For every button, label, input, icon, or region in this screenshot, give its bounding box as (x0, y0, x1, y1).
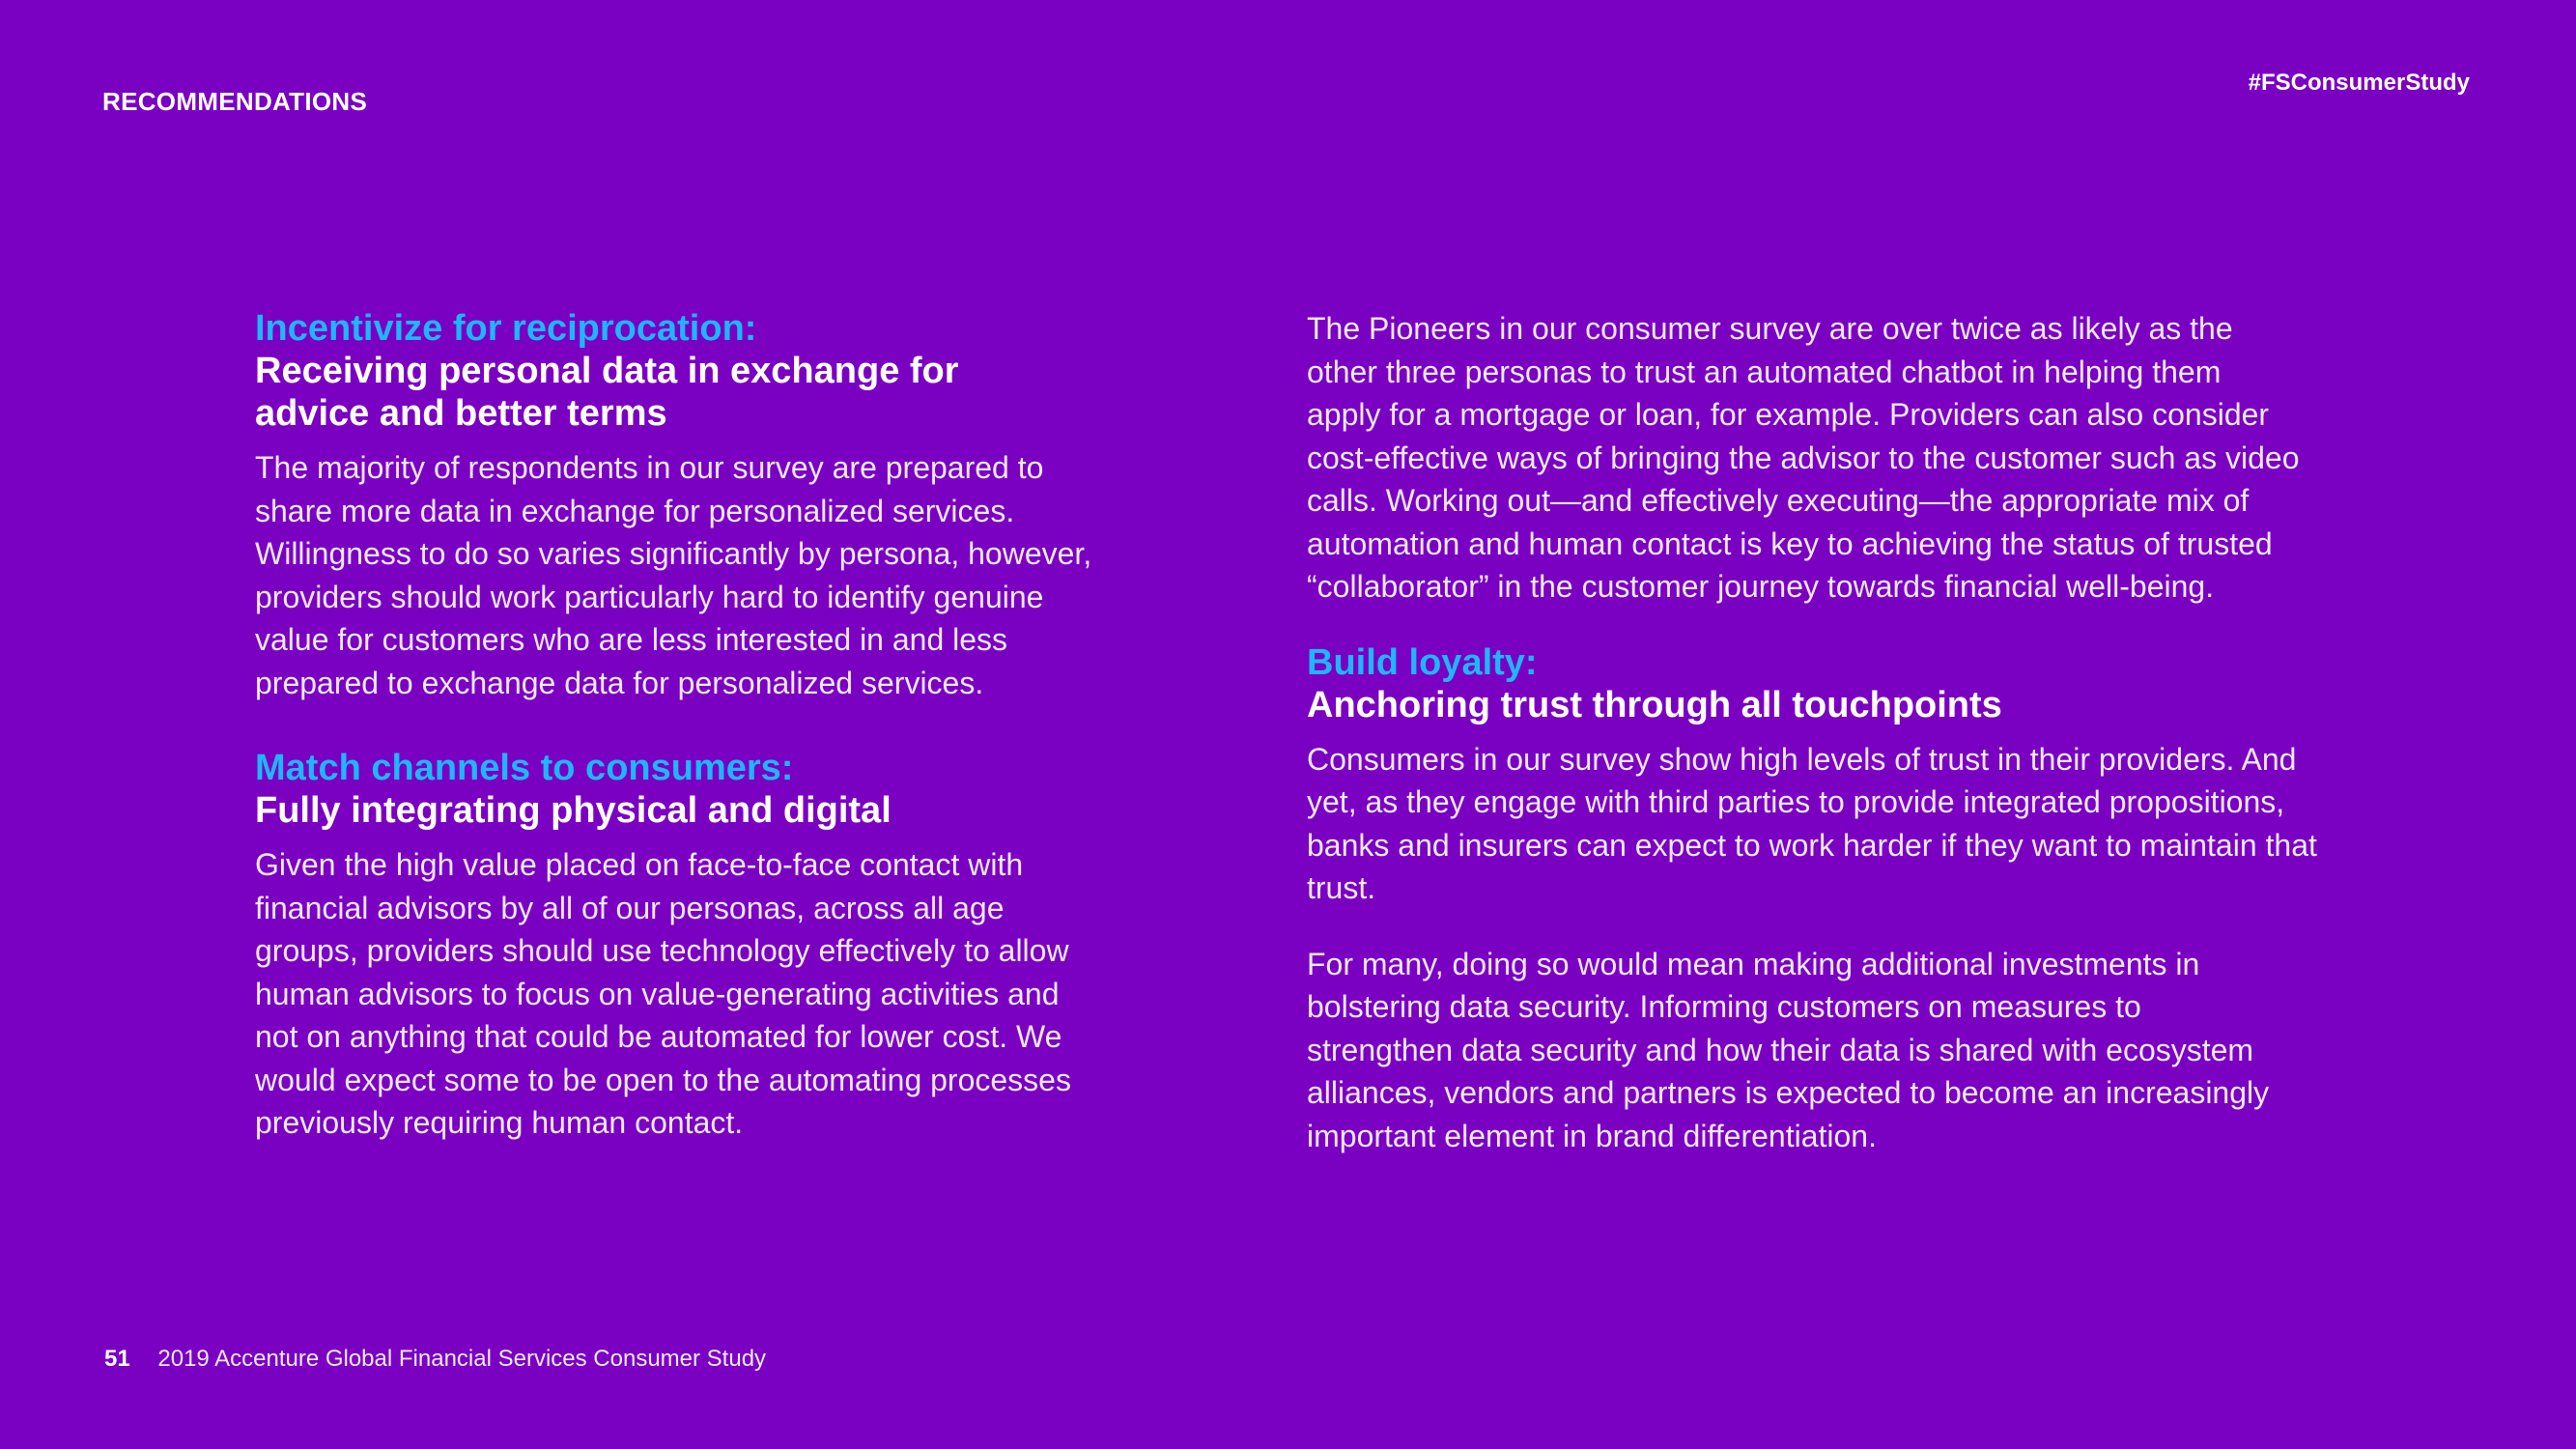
left-column (255, 307, 1153, 1145)
section-subhead: Receiving personal data in exchange for advice and better terms (255, 351, 959, 434)
section-subhead: Anchoring trust through all touchpoints (1307, 684, 2002, 725)
loyalty-section (1307, 641, 2331, 1158)
section-subhead: Fully integrating physical and digital (255, 790, 892, 831)
reciprocation-section (255, 307, 1153, 704)
section-body: Given the high value placed on face-to-face contact with financial advisors by all of our personas, across all age groups, providers should use technology effectively to allow human advisors to focus on value-generating activities and not on anything that could be automated for lower cost. We would expect some to be open to the automating processes previously requiring human contact. (255, 847, 1071, 1140)
footer (104, 1346, 766, 1373)
section-kicker: Incentivize for reciprocation: (255, 308, 757, 349)
channels-section (255, 747, 1153, 1145)
section-body: The majority of respondents in our survey are prepared to share more data in exchange for personalized services. Willingness to do so varies significantly by persona, however, providers should work particularly hard to identify genuine value for customers who are less interested in and less prepared to exchange data for personalized services. (255, 450, 1092, 700)
section-kicker: Match channels to consumers: (255, 748, 794, 788)
right-column (1307, 307, 2331, 1157)
intro-paragraph: The Pioneers in our consumer survey are over twice as likely as the other three personas to trust an automated chatbot in helping them apply for a mortgage or loan, for example. Providers can also consider cost-effective ways of bringing the advisor to the customer such as video calls. Working out—and effectively executing—the appropriate mix of automation and human contact is key to achieving the status of trusted “collaborator” in the customer journey towards financial well-being. (1307, 311, 2300, 604)
section-body: For many, doing so would mean making additional investments in bolstering data security. Informing customers on measures to strengthen data security and how their data is shared with ecosystem alliances, vendors and partners is expected to become an increasingly important element in brand differentiation. (1307, 946, 2270, 1153)
section-label: RECOMMENDATIONS (102, 87, 368, 116)
section-kicker: Build loyalty: (1307, 641, 1538, 683)
page-number: 51 (104, 1346, 130, 1372)
publication-title: 2019 Accenture Global Financial Services Consumer Study (157, 1346, 767, 1372)
section-body: Consumers in our survey show high levels of trust in their providers. And yet, as they engage with third parties to provide integrated propositions, banks and insurers can expect to work harder if they want to maintain that trust. (1307, 741, 2317, 905)
hashtag: #FSConsumerStudy (2248, 70, 2470, 96)
